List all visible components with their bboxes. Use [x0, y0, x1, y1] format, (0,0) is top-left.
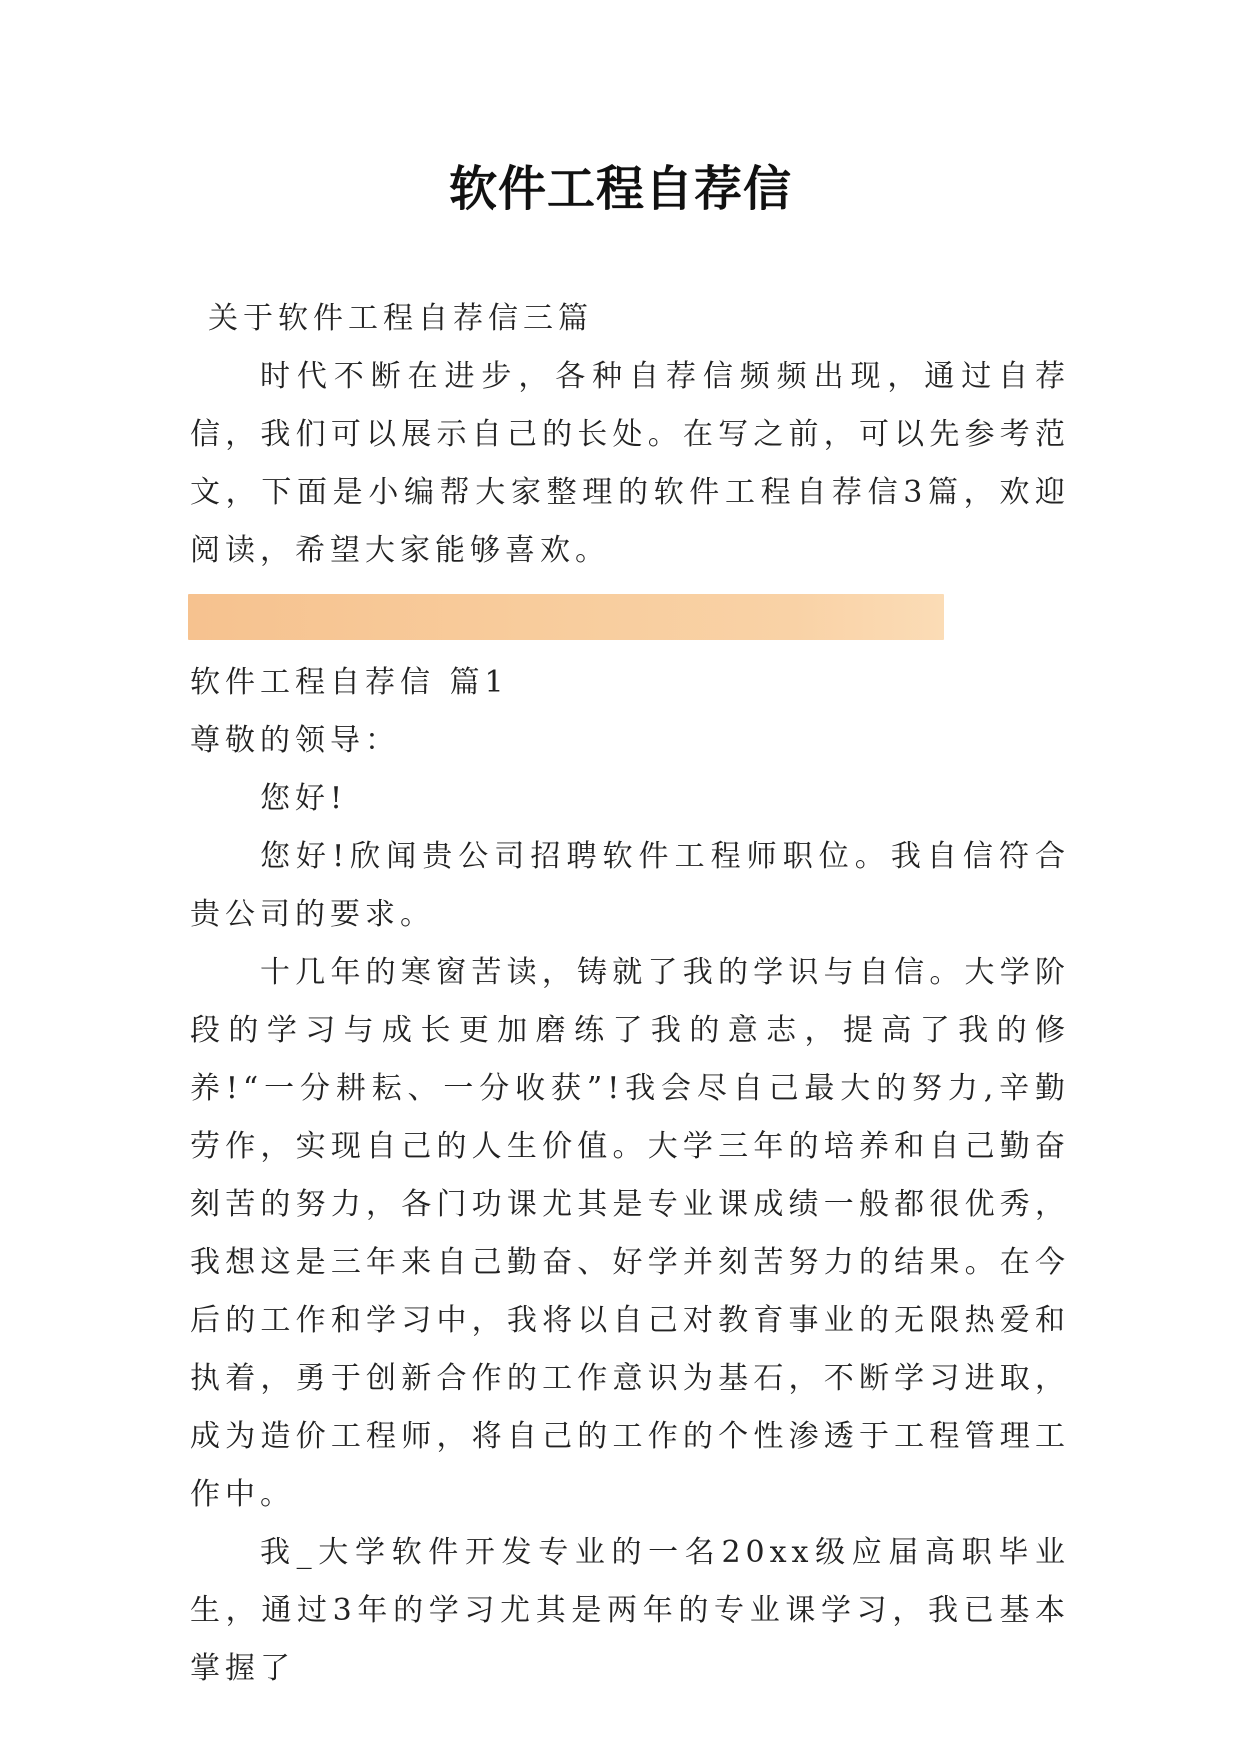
document-body	[190, 290, 1070, 1698]
body-paragraph: 十几年的寒窗苦读，铸就了我的学识与自信。大学阶段的学习与成长更加磨练了我的意志，提高了我的修养!“一分耕耘、一分收获”!我会尽自己最大的努力,辛勤劳作，实现自己的人生价值。大学三年的培养和自己勤奋刻苦的努力，各门功课尤其是专业课成绩一般都很优秀，我想这是三年来自己勤奋、好学并刻苦努力的结果。在今后的工作和学习中，我将以自己对教育事业的无限热爱和执着，勇于创新合作的工作意识为基石，不断学习进取，成为造价工程师，将自己的工作的个性渗透于工程管理工作中。	[190, 955, 1070, 1512]
document-subtitle: 关于软件工程自荐信三篇	[208, 301, 593, 336]
decorative-banner	[188, 594, 944, 640]
body-paragraph: 您好!欣闻贵公司招聘软件工程师职位。我自信符合贵公司的要求。	[190, 839, 1070, 932]
body-paragraph: 我_大学软件开发专业的一名20xx级应届高职毕业生，通过3年的学习尤其是两年的专业课学习，我已基本掌握了	[190, 1535, 1070, 1686]
section-heading: 软件工程自荐信 篇1	[190, 665, 509, 700]
salutation: 尊敬的领导：	[190, 723, 400, 758]
greeting: 您好!	[260, 781, 348, 816]
document-title: 软件工程自荐信	[448, 161, 792, 217]
intro-paragraph: 时代不断在进步，各种自荐信频频出现，通过自荐信，我们可以展示自己的长处。在写之前，可以先参考范文，下面是小编帮大家整理的软件工程自荐信3篇，欢迎阅读，希望大家能够喜欢。	[190, 359, 1070, 568]
